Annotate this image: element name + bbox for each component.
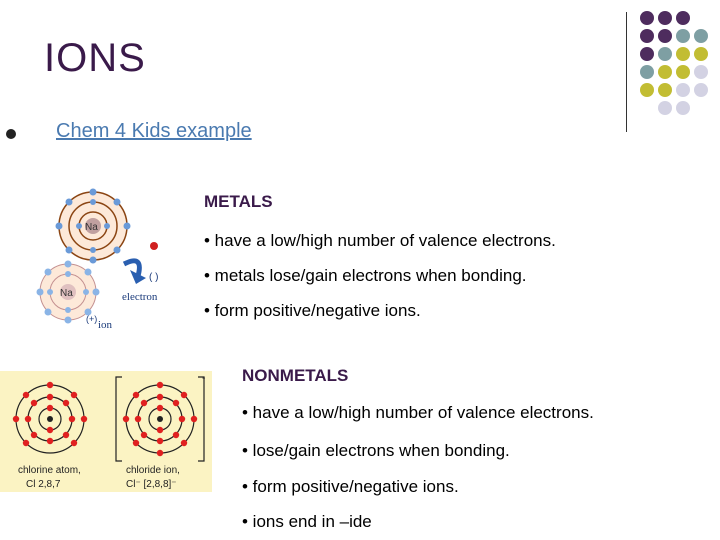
svg-text:chloride ion,: chloride ion, [126,465,180,476]
svg-text:(+): (+) [86,314,98,324]
svg-text:Cl⁻ [2,8,8]⁻: Cl⁻ [2,8,8]⁻ [126,479,177,490]
divider-line [626,12,627,132]
decor-dot [694,65,708,79]
metals-bullet: • form positive/negative ions. [204,301,421,320]
decor-dot [694,47,708,61]
decor-dot [640,83,654,97]
nonmetals-bullet: • ions end in –ide [242,512,372,531]
chem4kids-link[interactable]: Chem 4 Kids example [56,120,252,142]
svg-text:Cl 2,8,7: Cl 2,8,7 [26,479,61,490]
decor-dot [658,65,672,79]
decor-dot [676,65,690,79]
decor-dot [694,29,708,43]
decor-dot [640,11,654,25]
metals-bullet: • metals lose/gain electrons when bonding. [204,266,527,285]
nonmetals-bullet: • form positive/negative ions. [242,477,459,496]
nonmetals-heading: NONMETALS [242,366,349,385]
svg-text:electron: electron [122,291,158,303]
svg-text:Na: Na [60,288,73,299]
free-electron [150,242,158,250]
decor-dot [676,29,690,43]
svg-text:chlorine atom,: chlorine atom, [18,465,81,476]
decor-dot [658,29,672,43]
bullet-icon [6,129,16,139]
svg-text:ion: ion [98,319,113,331]
nonmetals-bullet: • have a low/high number of valence electrons. [242,403,594,422]
decor-dot [658,47,672,61]
decor-dot [676,101,690,115]
decor-dot [640,65,654,79]
svg-text:( ): ( ) [149,272,159,283]
decor-dot [658,101,672,115]
decor-dot [640,29,654,43]
decor-dot [676,83,690,97]
decor-dot [640,47,654,61]
nonmetals-bullet: • lose/gain electrons when bonding. [242,441,510,460]
decor-dot [658,11,672,25]
metals-heading: METALS [204,192,273,211]
chloride-ion [116,373,205,461]
chlorine-diagram [0,371,212,492]
sodium-atom [56,189,131,264]
slide-title: IONS [44,36,146,80]
metals-bullet: • have a low/high number of valence electrons. [204,231,556,250]
decor-dot [658,83,672,97]
svg-text:-: - [202,373,206,384]
chlorine-atom [13,382,87,453]
chlorine-diagram-panel [0,371,212,492]
decor-dot [694,83,708,97]
decor-dot [676,47,690,61]
svg-text:Na: Na [85,222,98,233]
sodium-ion-diagram [36,188,176,338]
decor-dot [676,11,690,25]
